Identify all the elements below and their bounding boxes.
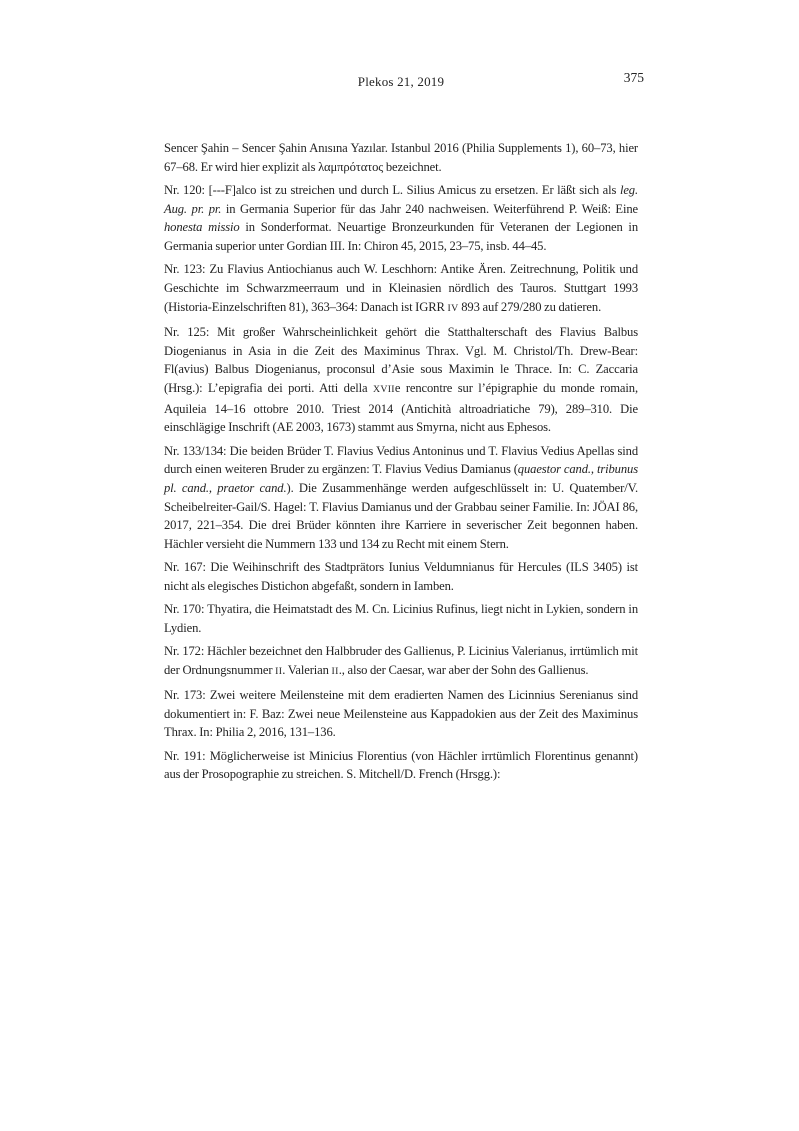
paragraph xyxy=(164,558,638,595)
running-head xyxy=(164,70,644,94)
text-run: II xyxy=(331,665,339,677)
paragraph xyxy=(164,442,638,554)
text-run: Nr. 133/134: Die beiden Brüder T. Flavius Vedius Antoninus und T. Flavius Vedius Apellas sind durch einen weiteren Bruder zu ergänzen: T. Flavius Vedius Damianus ( xyxy=(164,443,638,477)
text-run: Sencer Şahin – Sencer Şahin Anısına Yazılar. Istanbul 2016 (Philia Supplements 1), 60–73, hier 67–68. Er wird hier explizit als λαμπρότατος bezeichnet. xyxy=(164,141,638,174)
paragraph xyxy=(164,686,638,742)
text-run: Nr. 191: Möglicherweise ist Minicius Florentius (von Hächler irrtümlich Florentinus genannt) aus der Prosopographie zu streichen. S. Mitchell/D. French (Hrsgg.): xyxy=(164,748,638,782)
text-run: II xyxy=(275,665,283,677)
text-run: Nr. 120: [---F]alco ist zu streichen und durch L. Silius Amicus zu ersetzen. Er läßt sich als xyxy=(164,182,620,197)
page-number: 375 xyxy=(623,70,644,85)
text-run: XVII xyxy=(372,383,395,395)
text-run: 893 auf 279/280 zu datieren. xyxy=(458,299,602,314)
text-run: Nr. 172: Hächler bezeichnet den Halbbruder des Gallienus, P. Licinius Valerianus, irrtümlich mit der Ordnungsnummer xyxy=(164,644,638,677)
text-run: Nr. 170: Thyatira, die Heimatstadt des M. Cn. Licinius Rufinus, liegt nicht in Lykien, sondern in Lydien. xyxy=(164,602,638,635)
text-run: in Germania Superior für das Jahr 240 nachweisen. Weiterführend P. Weiß: Eine xyxy=(221,201,639,216)
journal-title: Plekos 21, 2019 xyxy=(357,74,445,89)
text-run: in Sonderformat. Neuartige Bronzeurkunden für Veteranen der Legionen in Germania superior unter Gordian III. In: Chiron 45, 2015, 23–75, insb. 44–45. xyxy=(164,220,638,254)
text-run: leg. Aug. pr. pr. xyxy=(164,182,638,216)
text-run: ). Die Zusammenhänge werden aufgeschlüsselt in: U. Quatember/V. Scheibelreiter-Gail/S. Hagel: T. Flavius Damianus und der Grabbau seiner Familie. In: JÖAI 86, 2017, 221–354. Die drei Brüder könnten ihre Karriere in severischer Zeit begonnen haben. Hächler versieht die Nummern 133 und 134 zu Recht mit einem Stern. xyxy=(164,480,638,552)
paragraph xyxy=(164,260,638,318)
text-run: quaestor cand., tribunus pl. cand., praetor cand. xyxy=(164,462,638,495)
paragraph xyxy=(164,139,638,176)
paragraph xyxy=(164,181,638,256)
text-run: Nr. 125: Mit großer Wahrscheinlichkeit gehört die Statthalterschaft des Flavius Balbus Diogenianus in Asia in die Zeit des Maximinus Thrax. Vgl. M. Christol/Th. Drew-Bear: Fl(avius) Balbus Diogenianus, proconsul d’Asie sous Maximin le Thrace. In: C. Zaccaria (Hrsg.): L’epigrafia dei porti. Atti della xyxy=(164,324,638,395)
paragraph xyxy=(164,600,638,637)
text-run: e rencontre sur l’épigraphie du monde romain, Aquileia 14–16 ottobre 2010. Triest 2014 (Antichità altroadriatiche 79), 289–310. Die einschlägige Inschrift (AE 2003, 1673) stammt aus Smyrna, nicht aus Ephesos. xyxy=(164,380,638,435)
text-run: ., also der Caesar, war aber der Sohn des Gallienus. xyxy=(338,662,589,677)
text-run: honesta missio xyxy=(164,220,240,235)
body-text xyxy=(164,139,638,789)
text-run: IV xyxy=(447,302,459,314)
text-run: Nr. 167: Die Weihinschrift des Stadtprätors Iunius Veldumnianus für Hercules (ILS 3405) ist nicht als elegisches Distichon abgefaßt, sondern in Iamben. xyxy=(164,560,638,593)
text-run: Nr. 173: Zwei weitere Meilensteine mit dem eradierten Namen des Licinnius Serenianus sind dokumentiert in: F. Baz: Zwei neue Meilensteine aus Kappadokien aus der Zeit des Maximinus Thrax. In: Philia 2, 2016, 131–136. xyxy=(164,687,638,740)
paragraph xyxy=(164,747,638,784)
paragraph xyxy=(164,642,638,681)
text-run: . Valerian xyxy=(282,662,332,677)
paragraph xyxy=(164,323,638,437)
text-run: Nr. 123: Zu Flavius Antiochianus auch W. Leschhorn: Antike Ären. Zeitrechnung, Politik und Geschichte im Schwarzmeerraum und in Kleinasien nördlich des Tauros. Stuttgart 1993 (Historia-Einzelschriften 81), 363–364: Danach ist IGRR xyxy=(164,262,638,314)
